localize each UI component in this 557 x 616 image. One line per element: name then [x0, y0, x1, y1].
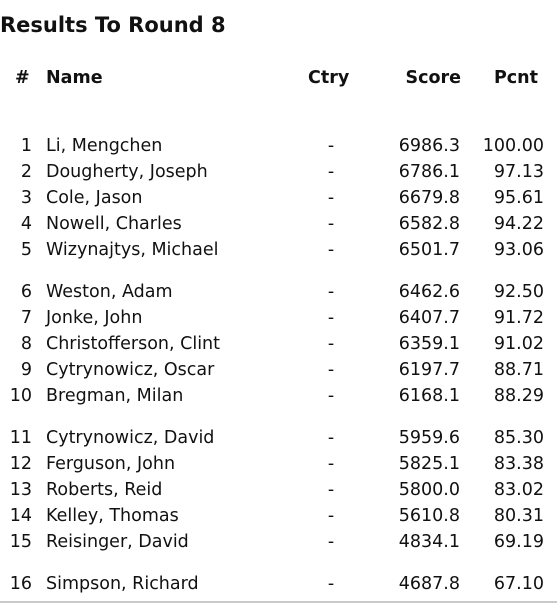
pcnt-cell: 91.02	[493, 334, 544, 354]
ctry-cell: -	[327, 188, 335, 208]
rank-cell: 5	[20, 240, 32, 260]
score-cell: 6359.1	[398, 334, 460, 354]
table-row	[0, 451, 557, 477]
pcnt-cell: 88.71	[493, 360, 544, 380]
pcnt-cell: 93.06	[493, 240, 544, 260]
pcnt-cell: 88.29	[493, 386, 544, 406]
table-row	[0, 331, 557, 357]
rank-cell: 15	[9, 532, 32, 552]
score-cell: 6168.1	[398, 386, 460, 406]
score-cell: 6582.8	[398, 214, 460, 234]
rank-cell: 6	[20, 282, 32, 302]
pcnt-cell: 69.19	[493, 532, 544, 552]
name-cell: Kelley, Thomas	[46, 506, 179, 526]
ctry-cell: -	[327, 386, 335, 406]
rank-cell: 10	[9, 386, 32, 406]
name-cell: Cytrynowicz, David	[46, 428, 215, 448]
table-row	[0, 477, 557, 503]
pcnt-cell: 92.50	[493, 282, 544, 302]
ctry-cell: -	[327, 334, 335, 354]
table-row	[0, 211, 557, 237]
score-cell: 4687.8	[398, 574, 460, 594]
ctry-cell: -	[327, 162, 335, 182]
name-cell: Ferguson, John	[46, 454, 176, 474]
table-row	[0, 159, 557, 185]
score-cell: 6407.7	[398, 308, 460, 328]
rank-cell: 11	[9, 428, 32, 448]
rank-cell: 4	[20, 214, 32, 234]
pcnt-cell: 67.10	[493, 574, 544, 594]
name-cell: Li, Mengchen	[46, 136, 163, 156]
score-cell: 4834.1	[398, 532, 460, 552]
header-score: Score	[405, 68, 461, 88]
score-cell: 6197.7	[398, 360, 460, 380]
pcnt-cell: 91.72	[493, 308, 544, 328]
table-row	[0, 357, 557, 383]
table-row	[0, 133, 557, 159]
score-cell: 6786.1	[398, 162, 460, 182]
pcnt-cell: 83.02	[493, 480, 544, 500]
rank-cell: 16	[9, 574, 32, 594]
name-cell: Wizynajtys, Michael	[46, 240, 219, 260]
rank-cell: 14	[9, 506, 32, 526]
page-title: Results To Round 8	[0, 13, 226, 37]
table-row	[0, 305, 557, 331]
score-cell: 5800.0	[398, 480, 460, 500]
table-row	[0, 383, 557, 409]
ctry-cell: -	[327, 428, 335, 448]
name-cell: Simpson, Richard	[46, 574, 199, 594]
pcnt-cell: 94.22	[493, 214, 544, 234]
score-cell: 6462.6	[398, 282, 460, 302]
table-row	[0, 279, 557, 305]
ctry-cell: -	[327, 214, 335, 234]
rank-cell: 9	[20, 360, 32, 380]
score-cell: 6501.7	[398, 240, 460, 260]
ctry-cell: -	[327, 480, 335, 500]
name-cell: Weston, Adam	[46, 282, 173, 302]
name-cell: Christofferson, Clint	[46, 334, 221, 354]
table-row	[0, 237, 557, 263]
rank-cell: 7	[20, 308, 32, 328]
rank-cell: 12	[9, 454, 32, 474]
rank-cell: 1	[20, 136, 32, 156]
pcnt-cell: 100.00	[482, 136, 544, 156]
rank-cell: 3	[20, 188, 32, 208]
rank-cell: 8	[20, 334, 32, 354]
header-name: Name	[46, 68, 103, 88]
bottom-divider	[0, 601, 557, 603]
ctry-cell: -	[327, 136, 335, 156]
table-row	[0, 529, 557, 555]
header-pcnt: Pcnt	[493, 68, 538, 88]
score-cell: 6986.3	[398, 136, 460, 156]
rank-cell: 13	[9, 480, 32, 500]
name-cell: Cytrynowicz, Oscar	[46, 360, 215, 380]
pcnt-cell: 80.31	[493, 506, 544, 526]
table-row	[0, 185, 557, 211]
name-cell: Jonke, John	[46, 308, 143, 328]
table-row	[0, 425, 557, 451]
table-row	[0, 571, 557, 597]
header-ctry: Ctry	[308, 68, 350, 88]
ctry-cell: -	[327, 454, 335, 474]
name-cell: Nowell, Charles	[46, 214, 182, 234]
pcnt-cell: 83.38	[493, 454, 544, 474]
header-rank: #	[15, 68, 30, 88]
ctry-cell: -	[327, 240, 335, 260]
ctry-cell: -	[327, 308, 335, 328]
rank-cell: 2	[20, 162, 32, 182]
ctry-cell: -	[327, 574, 335, 594]
score-cell: 6679.8	[398, 188, 460, 208]
ctry-cell: -	[327, 282, 335, 302]
score-cell: 5959.6	[398, 428, 460, 448]
table-row	[0, 503, 557, 529]
name-cell: Cole, Jason	[46, 188, 143, 208]
name-cell: Bregman, Milan	[46, 386, 184, 406]
name-cell: Reisinger, David	[46, 532, 189, 552]
ctry-cell: -	[327, 506, 335, 526]
pcnt-cell: 85.30	[493, 428, 544, 448]
name-cell: Roberts, Reid	[46, 480, 163, 500]
ctry-cell: -	[327, 532, 335, 552]
name-cell: Dougherty, Joseph	[46, 162, 208, 182]
score-cell: 5825.1	[398, 454, 460, 474]
ctry-cell: -	[327, 360, 335, 380]
score-cell: 5610.8	[398, 506, 460, 526]
pcnt-cell: 95.61	[493, 188, 544, 208]
pcnt-cell: 97.13	[493, 162, 544, 182]
